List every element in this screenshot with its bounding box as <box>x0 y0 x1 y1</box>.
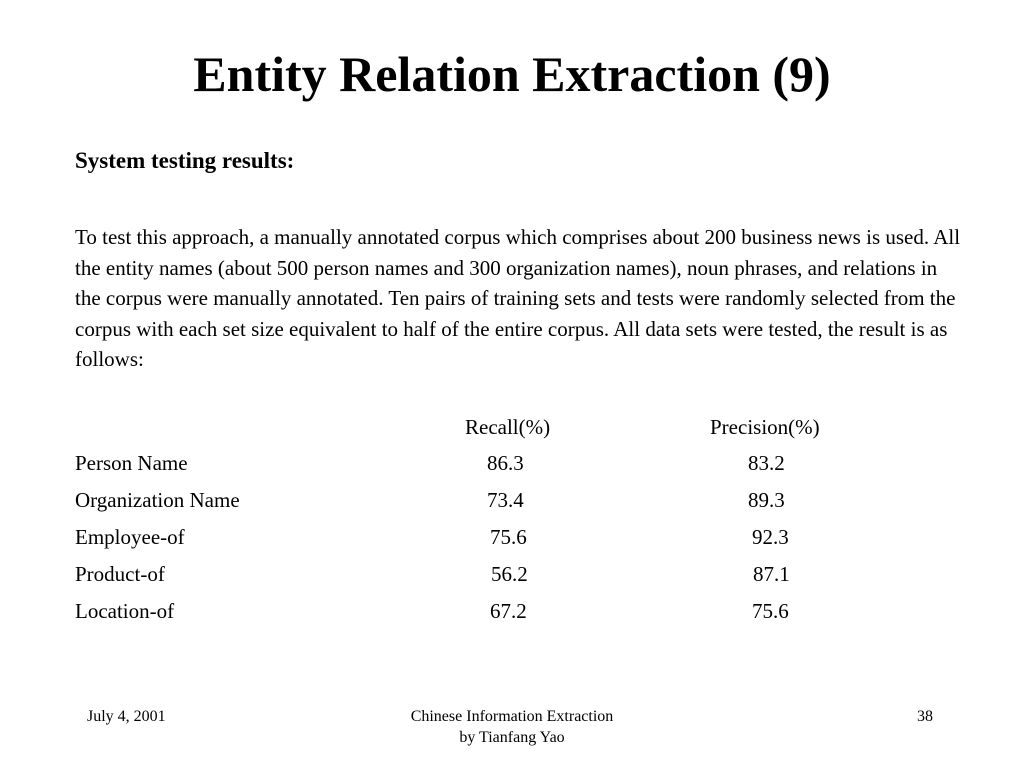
row-precision-value: 89.3 <box>748 488 785 512</box>
recall-header: Recall(%) <box>465 415 551 439</box>
footer-title-line: Chinese Information Extraction <box>410 708 614 725</box>
section-subtitle: System testing results: <box>75 148 295 173</box>
body-paragraph: To test this approach, a manually annotated corpus which comprises about 200 business news is used. All the entity names (about 500 person names and 300 organization names), noun phrases, and relations in the corpus were manually annotated. Ten pairs of training sets and tests were randomly selected from the corpus with each set size equivalent to half of the entire corpus. All data sets were tested, the result is as follows: <box>75 225 961 371</box>
table-row <box>75 557 955 591</box>
table-row <box>75 520 955 554</box>
row-precision-value: 87.1 <box>753 562 790 586</box>
footer-author-line: by Tianfang Yao <box>459 729 565 746</box>
row-precision-value: 75.6 <box>752 599 789 623</box>
precision-header: Precision(%) <box>710 415 820 439</box>
row-recall-value: 75.6 <box>490 525 527 549</box>
row-recall-value: 86.3 <box>487 451 524 475</box>
row-precision-value: 92.3 <box>752 525 789 549</box>
row-label: Person Name <box>75 451 188 475</box>
page-number: 38 <box>917 708 933 725</box>
row-label: Employee-of <box>75 525 185 549</box>
row-recall-value: 67.2 <box>490 599 527 623</box>
slide-title: Entity Relation Extraction (9) <box>193 46 831 102</box>
row-recall-value: 73.4 <box>487 488 524 512</box>
row-label: Organization Name <box>75 488 240 512</box>
row-precision-value: 83.2 <box>748 451 785 475</box>
row-label: Product-of <box>75 562 165 586</box>
table-row <box>75 446 955 480</box>
footer-title <box>312 706 712 748</box>
table-row <box>75 594 955 628</box>
row-recall-value: 56.2 <box>491 562 528 586</box>
table-row <box>75 483 955 517</box>
footer-date: July 4, 2001 <box>87 708 166 725</box>
row-label: Location-of <box>75 599 175 623</box>
